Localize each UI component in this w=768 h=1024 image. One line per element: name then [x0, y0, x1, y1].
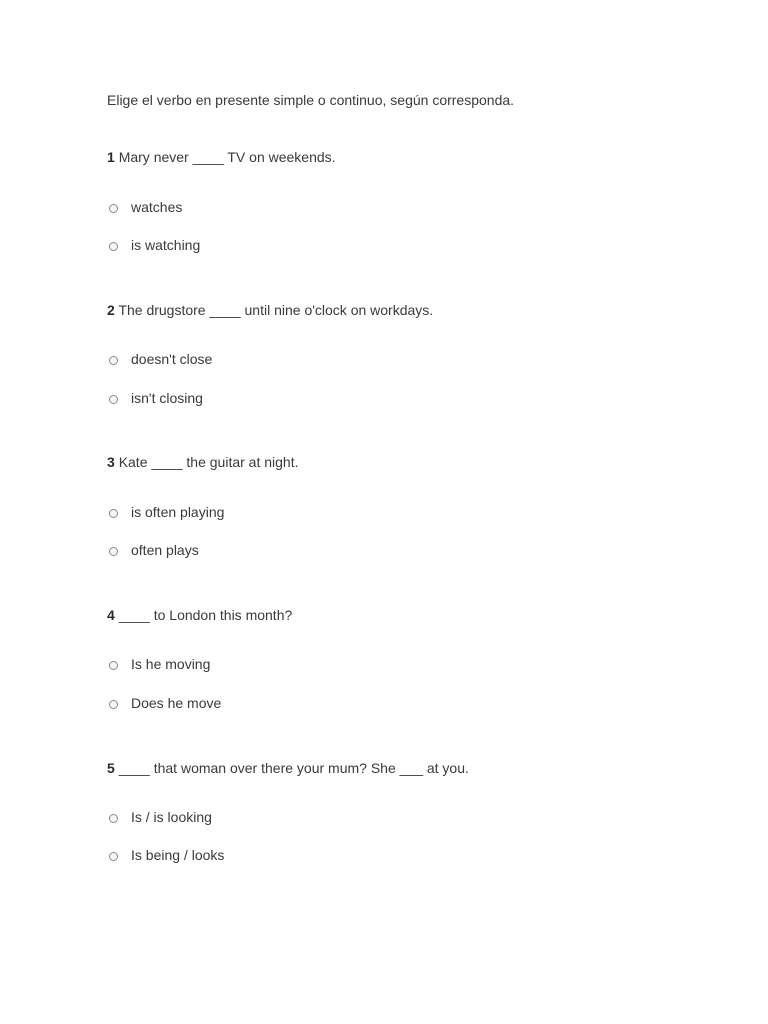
option-label: is often playing: [131, 504, 225, 520]
question-text: [107, 453, 707, 471]
option-label: often plays: [131, 542, 199, 558]
option-label: Is / is looking: [131, 809, 212, 825]
question-prompt: Mary never ____ TV on weekends.: [118, 149, 336, 165]
option-label: Does he move: [131, 695, 222, 711]
question-number: 1: [107, 149, 115, 165]
answer-option[interactable]: [107, 198, 182, 216]
answer-option[interactable]: [107, 694, 221, 712]
radio-button-icon[interactable]: [109, 700, 118, 709]
radio-button-icon[interactable]: [109, 814, 118, 823]
radio-button-icon[interactable]: [109, 547, 118, 556]
question-4: [107, 606, 707, 711]
radio-button-icon[interactable]: [109, 509, 118, 518]
radio-button-icon[interactable]: [109, 242, 118, 251]
question-prompt: The drugstore ____ until nine o'clock on workdays.: [118, 302, 434, 318]
answer-option[interactable]: [107, 541, 199, 559]
radio-button-icon[interactable]: [109, 852, 118, 861]
question-number: 4: [107, 607, 115, 623]
question-text: [107, 301, 707, 319]
answer-option[interactable]: [107, 389, 203, 407]
question-number: 2: [107, 302, 115, 318]
instructions-text: Elige el verbo en presente simple o continuo, según corresponda.: [107, 92, 515, 108]
answer-option[interactable]: [107, 846, 224, 864]
radio-button-icon[interactable]: [109, 356, 118, 365]
answer-option[interactable]: [107, 655, 210, 673]
question-text: [107, 759, 707, 777]
question-number: 3: [107, 454, 115, 470]
question-prompt: ____ that woman over there your mum? She ___ at you.: [118, 760, 469, 776]
question-5: [107, 759, 707, 863]
question-2: [107, 301, 707, 406]
question-1: [107, 148, 707, 253]
option-label: isn't closing: [131, 390, 203, 406]
option-label: watches: [131, 199, 183, 215]
option-label: doesn't close: [131, 351, 213, 367]
radio-button-icon[interactable]: [109, 204, 118, 213]
question-prompt: Kate ____ the guitar at night.: [118, 454, 299, 470]
question-text: [107, 148, 707, 166]
answer-option[interactable]: [107, 236, 200, 254]
question-text: [107, 606, 707, 624]
radio-button-icon[interactable]: [109, 661, 118, 670]
answer-option[interactable]: [107, 808, 212, 826]
option-label: Is he moving: [131, 656, 211, 672]
option-label: Is being / looks: [131, 847, 225, 863]
answer-option[interactable]: [107, 503, 224, 521]
question-number: 5: [107, 760, 115, 776]
question-3: [107, 453, 707, 558]
radio-button-icon[interactable]: [109, 395, 118, 404]
answer-option[interactable]: [107, 350, 212, 368]
option-label: is watching: [131, 237, 201, 253]
question-prompt: ____ to London this month?: [118, 607, 293, 623]
